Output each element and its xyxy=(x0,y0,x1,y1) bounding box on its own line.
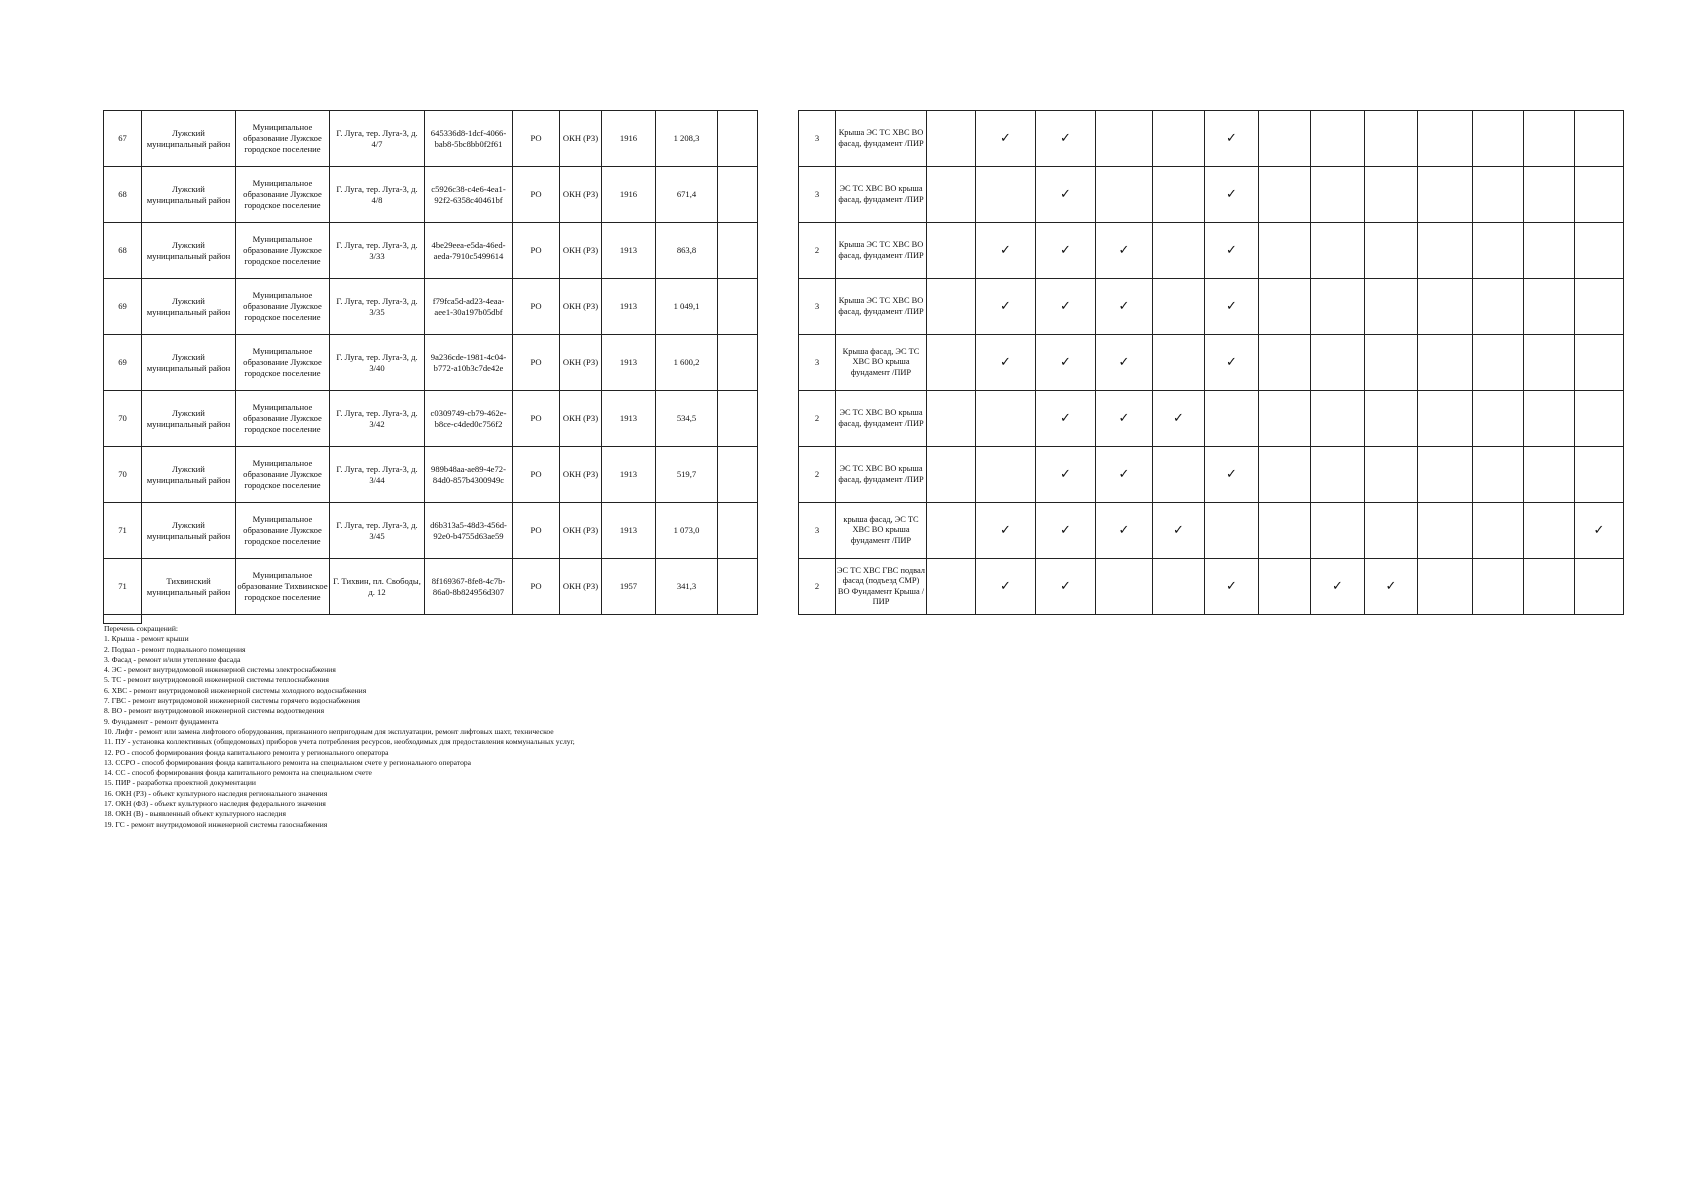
work-mark-cell xyxy=(927,447,976,503)
district-cell: Лужский муниципальный район xyxy=(142,223,236,279)
legend-item: 1. Крыша - ремонт крыши xyxy=(104,634,189,644)
work-mark-cell: ✓ xyxy=(1096,279,1153,335)
work-mark-cell: ✓ xyxy=(1575,503,1624,559)
work-mark-cell xyxy=(1524,223,1575,279)
empty-cell xyxy=(758,335,799,391)
table-row xyxy=(104,111,1624,167)
work-mark-cell xyxy=(976,447,1036,503)
work-mark-cell xyxy=(1096,111,1153,167)
address-cell: Г. Луга, тер. Луга-3, д. 4/8 xyxy=(330,167,425,223)
capital-repair-table xyxy=(103,110,1624,615)
work-mark-cell xyxy=(1311,503,1365,559)
empty-cell xyxy=(758,111,799,167)
area-cell: 1 208,3 xyxy=(656,111,718,167)
empty-cell xyxy=(758,279,799,335)
works-list-cell: крыша фасад, ЭС ТС ХВС ВО крыша фундамент /ПИР xyxy=(836,503,927,559)
work-mark-cell xyxy=(927,559,976,615)
work-mark-cell xyxy=(1365,391,1418,447)
legend-title: Перечень сокращений: xyxy=(104,624,178,633)
works-list-cell: Крыша ЭС ТС ХВС ВО фасад, фундамент /ПИР xyxy=(836,111,927,167)
legend-item: 19. ГС - ремонт внутридомовой инженерной системы газоснабжения xyxy=(104,819,328,829)
work-mark-cell xyxy=(1524,391,1575,447)
work-mark-cell xyxy=(1365,279,1418,335)
empty-cell xyxy=(718,111,758,167)
work-mark-cell: ✓ xyxy=(1205,559,1259,615)
empty-cell xyxy=(758,447,799,503)
row-number-cell: 70 xyxy=(104,391,142,447)
municipality-cell: Муниципальное образование Лужское городское поселение xyxy=(236,447,330,503)
legend-item: 7. ГВС - ремонт внутридомовой инженерной системы горячего водоснабжения xyxy=(104,696,361,706)
floors-cell: 3 xyxy=(799,111,836,167)
work-mark-cell: ✓ xyxy=(1036,279,1096,335)
work-mark-cell xyxy=(976,391,1036,447)
work-mark-cell xyxy=(1096,167,1153,223)
district-cell: Лужский муниципальный район xyxy=(142,279,236,335)
work-mark-cell xyxy=(1575,279,1624,335)
work-mark-cell xyxy=(1418,335,1473,391)
address-cell: Г. Луга, тер. Луга-3, д. 3/42 xyxy=(330,391,425,447)
work-mark-cell xyxy=(1311,223,1365,279)
district-cell: Лужский муниципальный район xyxy=(142,335,236,391)
table-row xyxy=(104,559,1624,615)
heritage-status-cell: ОКН (РЗ) xyxy=(560,111,602,167)
area-cell: 863,8 xyxy=(656,223,718,279)
work-mark-cell xyxy=(1311,335,1365,391)
fund-method-cell: РО xyxy=(513,559,560,615)
work-mark-cell: ✓ xyxy=(1365,559,1418,615)
work-mark-cell: ✓ xyxy=(976,111,1036,167)
legend-item: 10. Лифт - ремонт или замена лифтового оборудования, признанного непригодным для эксплуатации, ремонт лифтовых шахт, техническое xyxy=(104,726,554,736)
work-mark-cell: ✓ xyxy=(1036,167,1096,223)
work-mark-cell: ✓ xyxy=(1205,447,1259,503)
work-mark-cell xyxy=(1473,559,1524,615)
legend-item: 17. ОКН (ФЗ) - объект культурного наследия федерального значения xyxy=(104,799,326,809)
row-number-cell: 69 xyxy=(104,279,142,335)
work-mark-cell xyxy=(1524,447,1575,503)
floors-cell: 2 xyxy=(799,391,836,447)
work-mark-cell: ✓ xyxy=(1096,503,1153,559)
work-mark-cell xyxy=(1575,111,1624,167)
heritage-status-cell: ОКН (РЗ) xyxy=(560,279,602,335)
work-mark-cell xyxy=(1524,279,1575,335)
work-mark-cell: ✓ xyxy=(1036,335,1096,391)
build-year-cell: 1913 xyxy=(602,391,656,447)
heritage-status-cell: ОКН (РЗ) xyxy=(560,335,602,391)
empty-cell xyxy=(718,223,758,279)
work-mark-cell xyxy=(1153,447,1205,503)
work-mark-cell: ✓ xyxy=(1036,111,1096,167)
work-mark-cell: ✓ xyxy=(1036,503,1096,559)
district-cell: Лужский муниципальный район xyxy=(142,503,236,559)
row-number-cell: 67 xyxy=(104,111,142,167)
work-mark-cell xyxy=(1259,447,1311,503)
table-row xyxy=(104,447,1624,503)
work-mark-cell xyxy=(1418,447,1473,503)
floors-cell: 3 xyxy=(799,167,836,223)
address-cell: Г. Луга, тер. Луга-3, д. 3/35 xyxy=(330,279,425,335)
work-mark-cell xyxy=(1259,167,1311,223)
works-list-cell: ЭС ТС ХВС ВО крыша фасад, фундамент /ПИР xyxy=(836,167,927,223)
work-mark-cell xyxy=(1259,279,1311,335)
floors-cell: 2 xyxy=(799,559,836,615)
work-mark-cell xyxy=(1473,167,1524,223)
fund-method-cell: РО xyxy=(513,167,560,223)
work-mark-cell xyxy=(927,167,976,223)
table-row xyxy=(104,223,1624,279)
floors-cell: 3 xyxy=(799,503,836,559)
work-mark-cell xyxy=(1153,279,1205,335)
abbreviations-legend xyxy=(104,624,575,830)
municipality-cell: Муниципальное образование Лужское городское поселение xyxy=(236,111,330,167)
municipality-cell: Муниципальное образование Лужское городское поселение xyxy=(236,391,330,447)
empty-cell xyxy=(718,335,758,391)
heritage-status-cell: ОКН (РЗ) xyxy=(560,223,602,279)
fund-method-cell: РО xyxy=(513,447,560,503)
address-cell: Г. Луга, тер. Луга-3, д. 3/40 xyxy=(330,335,425,391)
work-mark-cell xyxy=(1473,391,1524,447)
work-mark-cell: ✓ xyxy=(1205,167,1259,223)
heritage-status-cell: ОКН (РЗ) xyxy=(560,167,602,223)
work-mark-cell xyxy=(1418,503,1473,559)
build-year-cell: 1913 xyxy=(602,503,656,559)
house-guid-cell: d6b313a5-48d3-456d-92e0-b4755d63ae59 xyxy=(425,503,513,559)
legend-item: 5. ТС - ремонт внутридомовой инженерной системы теплоснабжения xyxy=(104,675,329,685)
work-mark-cell xyxy=(1205,391,1259,447)
house-guid-cell: c5926c38-c4e6-4ea1-92f2-6358c40461bf xyxy=(425,167,513,223)
work-mark-cell xyxy=(1524,503,1575,559)
works-list-cell: ЭС ТС ХВС ГВС подвал фасад (подъезд СМР) ВО Фундамент Крыша /ПИР xyxy=(836,559,927,615)
house-guid-cell: 8f169367-8fe8-4c7b-86a0-8b824956d307 xyxy=(425,559,513,615)
work-mark-cell xyxy=(1365,167,1418,223)
table-row xyxy=(104,279,1624,335)
heritage-status-cell: ОКН (РЗ) xyxy=(560,503,602,559)
legend-item: 16. ОКН (РЗ) - объект культурного наследия регионального значения xyxy=(104,788,328,798)
work-mark-cell xyxy=(1575,559,1624,615)
row-number-cell: 69 xyxy=(104,335,142,391)
work-mark-cell xyxy=(927,279,976,335)
works-list-cell: ЭС ТС ХВС ВО крыша фасад, фундамент /ПИР xyxy=(836,447,927,503)
legend-items xyxy=(104,634,575,830)
work-mark-cell xyxy=(1473,335,1524,391)
legend-item: 4. ЭС - ремонт внутридомовой инженерной системы электроснабжения xyxy=(104,665,336,675)
work-mark-cell xyxy=(1575,335,1624,391)
empty-cell xyxy=(718,279,758,335)
work-mark-cell xyxy=(1365,447,1418,503)
work-mark-cell xyxy=(1524,111,1575,167)
work-mark-cell: ✓ xyxy=(1205,279,1259,335)
work-mark-cell xyxy=(1473,503,1524,559)
legend-item: 6. ХВС - ремонт внутридомовой инженерной системы холодного водоснабжения xyxy=(104,685,367,695)
work-mark-cell xyxy=(1575,167,1624,223)
build-year-cell: 1913 xyxy=(602,279,656,335)
district-cell: Тихвинский муниципальный район xyxy=(142,559,236,615)
work-mark-cell xyxy=(1524,167,1575,223)
empty-cell xyxy=(758,391,799,447)
area-cell: 341,3 xyxy=(656,559,718,615)
work-mark-cell xyxy=(1153,559,1205,615)
fund-method-cell: РО xyxy=(513,279,560,335)
work-mark-cell xyxy=(1311,391,1365,447)
work-mark-cell xyxy=(1418,167,1473,223)
table-row xyxy=(104,503,1624,559)
address-cell: Г. Луга, тер. Луга-3, д. 3/44 xyxy=(330,447,425,503)
legend-item: 12. РО - способ формирования фонда капитального ремонта у регионального оператора xyxy=(104,747,389,757)
work-mark-cell xyxy=(1524,335,1575,391)
work-mark-cell xyxy=(1153,223,1205,279)
work-mark-cell: ✓ xyxy=(1096,335,1153,391)
work-mark-cell xyxy=(927,223,976,279)
area-cell: 671,4 xyxy=(656,167,718,223)
work-mark-cell xyxy=(927,335,976,391)
work-mark-cell xyxy=(1259,335,1311,391)
floors-cell: 3 xyxy=(799,335,836,391)
work-mark-cell xyxy=(1418,391,1473,447)
work-mark-cell: ✓ xyxy=(976,279,1036,335)
work-mark-cell: ✓ xyxy=(1153,503,1205,559)
work-mark-cell xyxy=(927,391,976,447)
row-number-cell: 71 xyxy=(104,559,142,615)
empty-cell xyxy=(718,447,758,503)
empty-cell xyxy=(758,223,799,279)
table-row xyxy=(104,167,1624,223)
area-cell: 1 600,2 xyxy=(656,335,718,391)
work-mark-cell: ✓ xyxy=(976,559,1036,615)
area-cell: 1 049,1 xyxy=(656,279,718,335)
row-number-cell: 70 xyxy=(104,447,142,503)
municipality-cell: Муниципальное образование Лужское городское поселение xyxy=(236,223,330,279)
work-mark-cell xyxy=(1473,223,1524,279)
work-mark-cell: ✓ xyxy=(976,223,1036,279)
municipality-cell: Муниципальное образование Лужское городское поселение xyxy=(236,503,330,559)
house-guid-cell: 9a236cde-1981-4c04-b772-a10b3c7de42e xyxy=(425,335,513,391)
floors-cell: 2 xyxy=(799,447,836,503)
work-mark-cell: ✓ xyxy=(1205,223,1259,279)
fund-method-cell: РО xyxy=(513,335,560,391)
house-guid-cell: 645336d8-1dcf-4066-bab8-5bc8bb0f2f61 xyxy=(425,111,513,167)
work-mark-cell: ✓ xyxy=(1205,111,1259,167)
work-mark-cell xyxy=(976,167,1036,223)
work-mark-cell xyxy=(1418,223,1473,279)
empty-cell xyxy=(718,503,758,559)
floors-cell: 3 xyxy=(799,279,836,335)
heritage-status-cell: ОКН (РЗ) xyxy=(560,391,602,447)
legend-item: 14. СС - способ формирования фонда капитального ремонта на специальном счете xyxy=(104,768,372,778)
work-mark-cell xyxy=(1365,335,1418,391)
fund-method-cell: РО xyxy=(513,503,560,559)
table-row xyxy=(104,335,1624,391)
fund-method-cell: РО xyxy=(513,391,560,447)
work-mark-cell: ✓ xyxy=(1036,391,1096,447)
work-mark-cell xyxy=(1365,111,1418,167)
heritage-status-cell: ОКН (РЗ) xyxy=(560,559,602,615)
build-year-cell: 1913 xyxy=(602,447,656,503)
row-number-cell: 68 xyxy=(104,167,142,223)
work-mark-cell: ✓ xyxy=(1036,223,1096,279)
area-cell: 1 073,0 xyxy=(656,503,718,559)
work-mark-cell: ✓ xyxy=(1153,391,1205,447)
work-mark-cell xyxy=(1259,503,1311,559)
build-year-cell: 1913 xyxy=(602,223,656,279)
municipality-cell: Муниципальное образование Лужское городское поселение xyxy=(236,335,330,391)
row-number-cell: 68 xyxy=(104,223,142,279)
build-year-cell: 1957 xyxy=(602,559,656,615)
work-mark-cell: ✓ xyxy=(1036,447,1096,503)
work-mark-cell xyxy=(1153,111,1205,167)
floors-cell: 2 xyxy=(799,223,836,279)
empty-cell xyxy=(758,167,799,223)
area-cell: 519,7 xyxy=(656,447,718,503)
legend-item: 3. Фасад - ремонт и/или утепление фасада xyxy=(104,654,241,664)
work-mark-cell xyxy=(1365,503,1418,559)
work-mark-cell xyxy=(1524,559,1575,615)
work-mark-cell: ✓ xyxy=(1311,559,1365,615)
district-cell: Лужский муниципальный район xyxy=(142,111,236,167)
works-list-cell: Крыша ЭС ТС ХВС ВО фасад, фундамент /ПИР xyxy=(836,223,927,279)
work-mark-cell xyxy=(1259,223,1311,279)
work-mark-cell: ✓ xyxy=(1036,559,1096,615)
legend-item: 15. ПИР - разработка проектной документации xyxy=(104,778,256,788)
work-mark-cell: ✓ xyxy=(976,335,1036,391)
work-mark-cell xyxy=(1418,279,1473,335)
legend-item: 18. ОКН (В) - выявленный объект культурного наследия xyxy=(104,809,286,819)
work-mark-cell xyxy=(1096,559,1153,615)
municipality-cell: Муниципальное образование Тихвинское городское поселение xyxy=(236,559,330,615)
work-mark-cell: ✓ xyxy=(1096,447,1153,503)
work-mark-cell: ✓ xyxy=(1205,335,1259,391)
table-footer-stub xyxy=(103,613,142,624)
work-mark-cell xyxy=(1153,167,1205,223)
work-mark-cell xyxy=(927,111,976,167)
house-guid-cell: 989b48aa-ae89-4e72-84d0-857b4300949c xyxy=(425,447,513,503)
district-cell: Лужский муниципальный район xyxy=(142,391,236,447)
empty-cell xyxy=(718,167,758,223)
work-mark-cell xyxy=(1311,167,1365,223)
work-mark-cell: ✓ xyxy=(1096,223,1153,279)
build-year-cell: 1913 xyxy=(602,335,656,391)
house-guid-cell: 4be29eea-e5da-46ed-aeda-7910c5499614 xyxy=(425,223,513,279)
work-mark-cell xyxy=(1205,503,1259,559)
work-mark-cell xyxy=(1259,559,1311,615)
address-cell: Г. Тихвин, пл. Свободы, д. 12 xyxy=(330,559,425,615)
empty-cell xyxy=(758,559,799,615)
municipality-cell: Муниципальное образование Лужское городское поселение xyxy=(236,167,330,223)
legend-item: 8. ВО - ремонт внутридомовой инженерной системы водоотведения xyxy=(104,706,325,716)
works-list-cell: Крыша фасад, ЭС ТС ХВС ВО крыша фундамент /ПИР xyxy=(836,335,927,391)
work-mark-cell xyxy=(1259,111,1311,167)
work-mark-cell xyxy=(1575,391,1624,447)
fund-method-cell: РО xyxy=(513,111,560,167)
work-mark-cell xyxy=(1473,111,1524,167)
municipality-cell: Муниципальное образование Лужское городское поселение xyxy=(236,279,330,335)
work-mark-cell xyxy=(1418,111,1473,167)
works-list-cell: ЭС ТС ХВС ВО крыша фасад, фундамент /ПИР xyxy=(836,391,927,447)
table-row xyxy=(104,391,1624,447)
table-body xyxy=(104,111,1624,615)
work-mark-cell xyxy=(927,503,976,559)
empty-cell xyxy=(758,503,799,559)
address-cell: Г. Луга, тер. Луга-3, д. 4/7 xyxy=(330,111,425,167)
empty-cell xyxy=(718,391,758,447)
heritage-status-cell: ОКН (РЗ) xyxy=(560,447,602,503)
district-cell: Лужский муниципальный район xyxy=(142,447,236,503)
work-mark-cell xyxy=(1311,279,1365,335)
house-guid-cell: c0309749-cb79-462e-b8ce-c4ded0c756f2 xyxy=(425,391,513,447)
legend-item: 13. ССРО - способ формирования фонда капитального ремонта на специальном счете у регионального оператора xyxy=(104,757,472,767)
work-mark-cell xyxy=(1311,111,1365,167)
address-cell: Г. Луга, тер. Луга-3, д. 3/45 xyxy=(330,503,425,559)
fund-method-cell: РО xyxy=(513,223,560,279)
works-list-cell: Крыша ЭС ТС ХВС ВО фасад, фундамент /ПИР xyxy=(836,279,927,335)
work-mark-cell xyxy=(1418,559,1473,615)
work-mark-cell xyxy=(1575,223,1624,279)
empty-cell xyxy=(718,559,758,615)
address-cell: Г. Луга, тер. Луга-3, д. 3/33 xyxy=(330,223,425,279)
area-cell: 534,5 xyxy=(656,391,718,447)
house-guid-cell: f79fca5d-ad23-4eaa-aee1-30a197b05dbf xyxy=(425,279,513,335)
work-mark-cell xyxy=(1365,223,1418,279)
work-mark-cell: ✓ xyxy=(976,503,1036,559)
work-mark-cell xyxy=(1575,447,1624,503)
row-number-cell: 71 xyxy=(104,503,142,559)
legend-item: 9. Фундамент - ремонт фундамента xyxy=(104,716,219,726)
legend-item: 11. ПУ - установка коллективных (общедомовых) приборов учета потребления ресурсов, необходимых для предоставления коммунальных услуг, xyxy=(104,737,575,747)
work-mark-cell xyxy=(1259,391,1311,447)
work-mark-cell xyxy=(1153,335,1205,391)
legend-item: 2. Подвал - ремонт подвального помещения xyxy=(104,644,246,654)
work-mark-cell xyxy=(1473,279,1524,335)
build-year-cell: 1916 xyxy=(602,111,656,167)
district-cell: Лужский муниципальный район xyxy=(142,167,236,223)
build-year-cell: 1916 xyxy=(602,167,656,223)
work-mark-cell: ✓ xyxy=(1096,391,1153,447)
work-mark-cell xyxy=(1311,447,1365,503)
work-mark-cell xyxy=(1473,447,1524,503)
